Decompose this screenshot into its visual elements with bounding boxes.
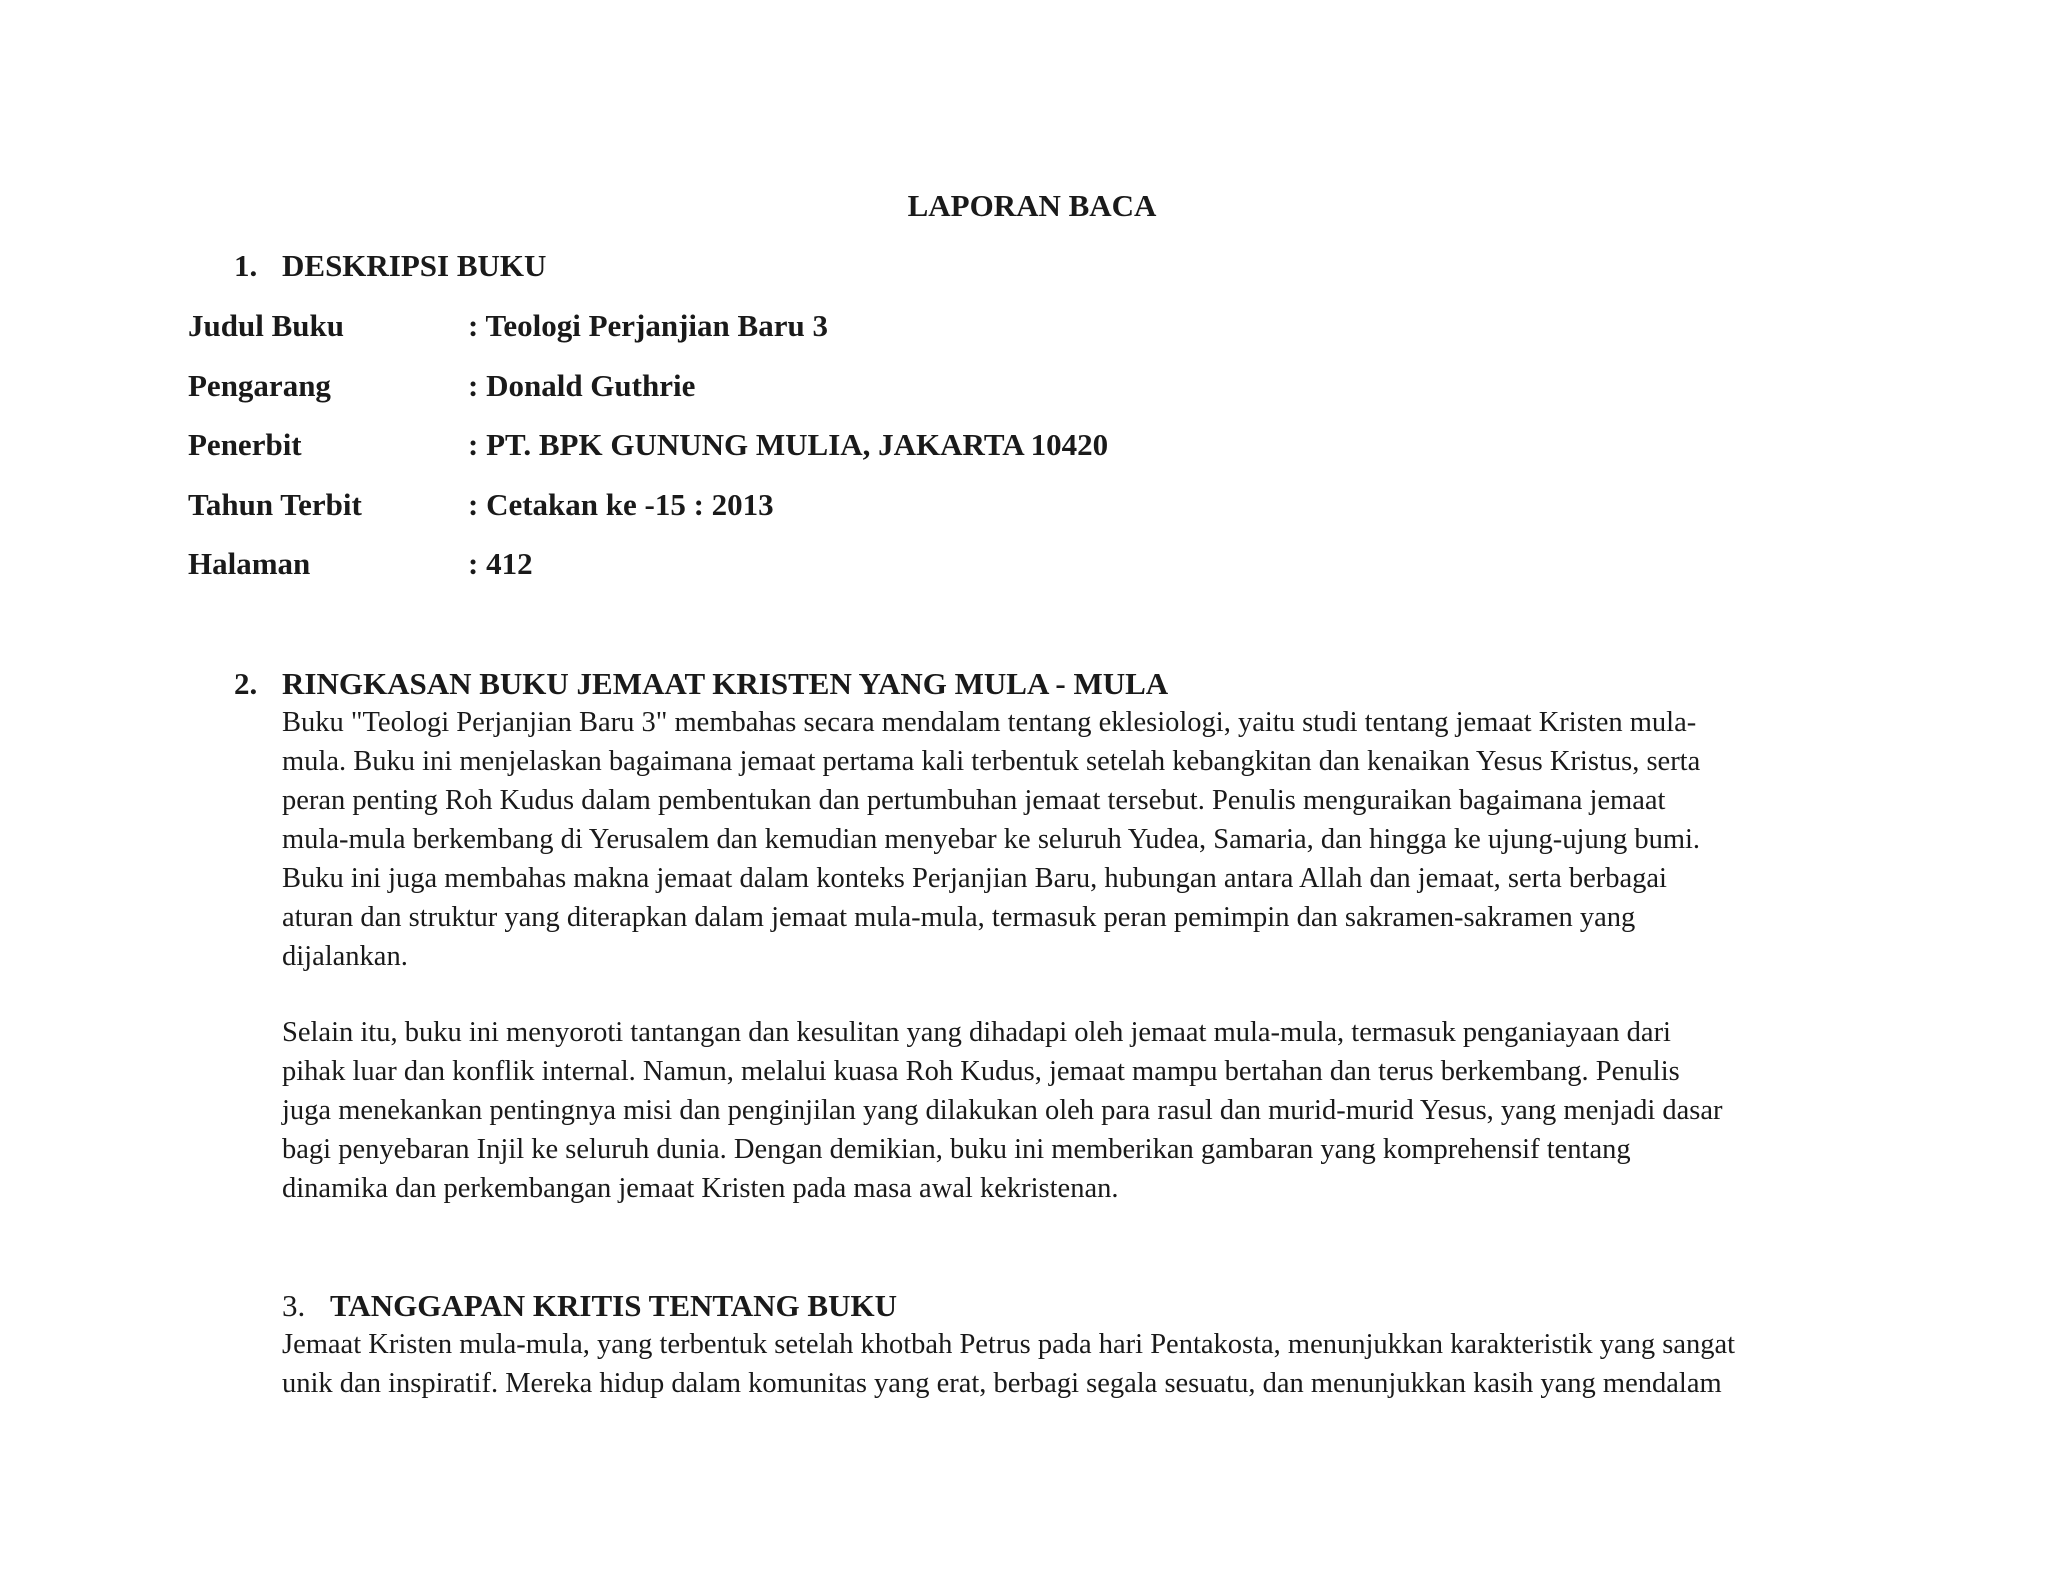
section-3-paragraph-1 xyxy=(282,1325,1882,1403)
section-2-heading xyxy=(234,664,1168,704)
section-2-number: 2. xyxy=(234,666,258,701)
document-title: LAPORAN BACA xyxy=(907,188,1157,223)
section-3-title: TANGGAPAN KRITIS TENTANG BUKU xyxy=(330,1288,897,1323)
desc-label: Judul Buku xyxy=(188,308,344,343)
desc-value: : Teologi Perjanjian Baru 3 xyxy=(468,308,828,343)
text-line: Buku "Teologi Perjanjian Baru 3" membahas secara mendalam tentang eklesiologi, yaitu studi tentang jemaat Kristen mula- xyxy=(282,707,1697,738)
text-line: pihak luar dan konflik internal. Namun, melalui kuasa Roh Kudus, jemaat mampu bertahan dan terus berkembang. Penulis xyxy=(282,1056,1680,1087)
desc-row-halaman xyxy=(188,544,533,584)
section-3-heading xyxy=(282,1286,897,1326)
section-1-number: 1. xyxy=(234,248,258,283)
desc-value: : 412 xyxy=(468,546,533,581)
text-line: aturan dan struktur yang diterapkan dalam jemaat mula-mula, termasuk peran pemimpin dan sakramen-sakramen yang xyxy=(282,902,1636,933)
desc-label: Pengarang xyxy=(188,368,331,403)
desc-value: : Cetakan ke -15 : 2013 xyxy=(468,487,774,522)
desc-row-penerbit xyxy=(188,425,1108,465)
text-line: Selain itu, buku ini menyoroti tantangan dan kesulitan yang dihadapi oleh jemaat mula-mula, termasuk penganiayaan dari xyxy=(282,1017,1671,1048)
text-line: Buku ini juga membahas makna jemaat dalam konteks Perjanjian Baru, hubungan antara Allah dan jemaat, serta berbagai xyxy=(282,863,1667,894)
text-line: unik dan inspiratif. Mereka hidup dalam komunitas yang erat, berbagi segala sesuatu, dan menunjukkan kasih yang mendalam xyxy=(282,1368,1722,1399)
desc-row-pengarang xyxy=(188,366,695,406)
section-2-title: RINGKASAN BUKU JEMAAT KRISTEN YANG MULA - MULA xyxy=(282,666,1169,701)
desc-value: : Donald Guthrie xyxy=(468,368,696,403)
section-2-paragraph-1 xyxy=(282,703,1882,976)
desc-label: Halaman xyxy=(188,546,311,581)
section-2-paragraph-2 xyxy=(282,1013,1882,1208)
desc-row-judul xyxy=(188,306,828,346)
text-line: dijalankan. xyxy=(282,941,408,972)
desc-label: Tahun Terbit xyxy=(188,487,362,522)
desc-value: : PT. BPK GUNUNG MULIA, JAKARTA 10420 xyxy=(468,427,1109,462)
text-line: bagi penyebaran Injil ke seluruh dunia. Dengan demikian, buku ini memberikan gambaran yang komprehensif tentang xyxy=(282,1134,1631,1165)
text-line: juga menekankan pentingnya misi dan penginjilan yang dilakukan oleh para rasul dan murid-murid Yesus, yang menjadi dasar xyxy=(282,1095,1723,1126)
section-1-title: DESKRIPSI BUKU xyxy=(282,248,547,283)
desc-label: Penerbit xyxy=(188,427,302,462)
text-line: dinamika dan perkembangan jemaat Kristen pada masa awal kekristenan. xyxy=(282,1173,1119,1204)
desc-row-tahun-terbit xyxy=(188,485,774,525)
text-line: peran penting Roh Kudus dalam pembentukan dan pertumbuhan jemaat tersebut. Penulis menguraikan bagaimana jemaat xyxy=(282,785,1666,816)
text-line: mula. Buku ini menjelaskan bagaimana jemaat pertama kali terbentuk setelah kebangkitan dan kenaikan Yesus Kristus, serta xyxy=(282,746,1701,777)
text-line: Jemaat Kristen mula-mula, yang terbentuk setelah khotbah Petrus pada hari Pentakosta, menunjukkan karakteristik yang sangat xyxy=(282,1329,1736,1360)
text-line: mula-mula berkembang di Yerusalem dan kemudian menyebar ke seluruh Yudea, Samaria, dan hingga ke ujung-ujung bumi. xyxy=(282,824,1701,855)
section-3-number: 3. xyxy=(282,1288,306,1323)
section-1-heading xyxy=(234,246,546,286)
